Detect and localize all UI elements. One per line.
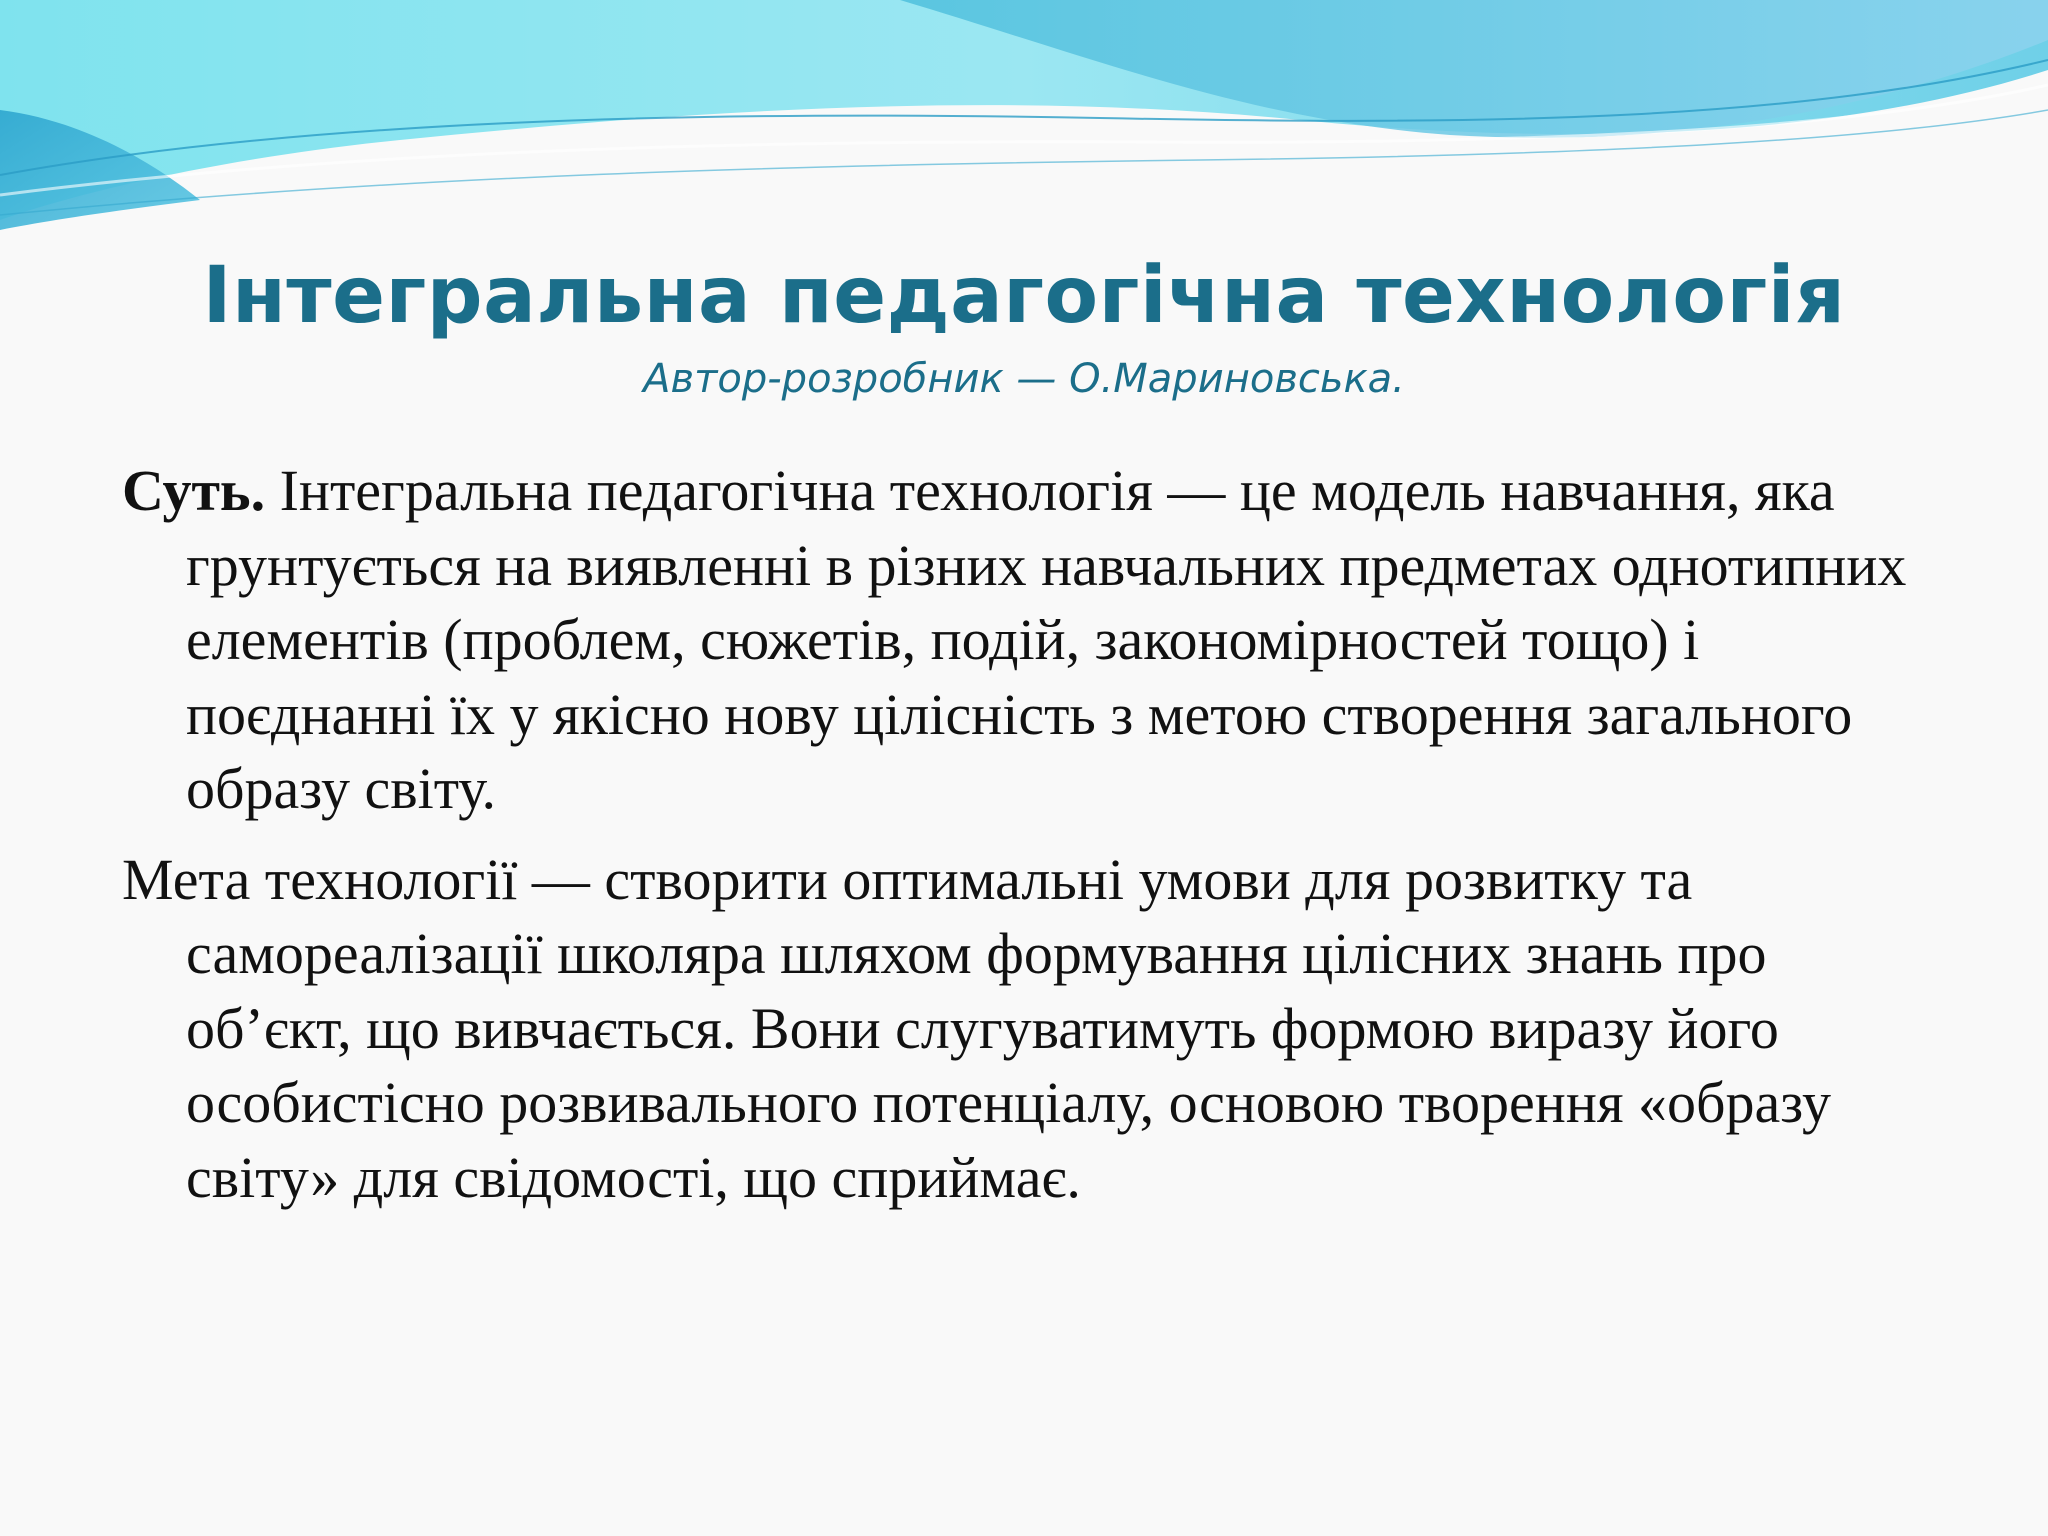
paragraph-essence xyxy=(122,454,1942,827)
slide-title: Інтегральна педагогічна технологія xyxy=(202,251,1846,341)
title-block xyxy=(0,248,2048,406)
paragraph-goal xyxy=(122,843,1942,1216)
paragraph-text: Інтегральна педагогічна технологія — це модель навчання, яка грунтується на виявленні в різних навчальних предметах однотипних елементів (проблем, сюжетів, подій, закономірностей тощо) і поєднанні їх у якісно нову цілісність з метою створення загального образу світу. xyxy=(186,458,1907,821)
paragraph-lead: Суть. xyxy=(122,458,266,523)
wave-header-decoration xyxy=(0,0,2048,240)
slide-subtitle: Автор-розробник — О.Мариновська. xyxy=(643,356,1405,402)
slide-body xyxy=(122,454,1942,1231)
paragraph-text: Мета технології — створити оптимальні умови для розвитку та самореалізації школяра шляхом формування цілісних знань про об’єкт, що вивчається. Вони слугуватимуть формою виразу його особистісно розвивального потенціалу, основою творення «образу світу» для свідомості, що сприймає. xyxy=(122,846,1831,1210)
